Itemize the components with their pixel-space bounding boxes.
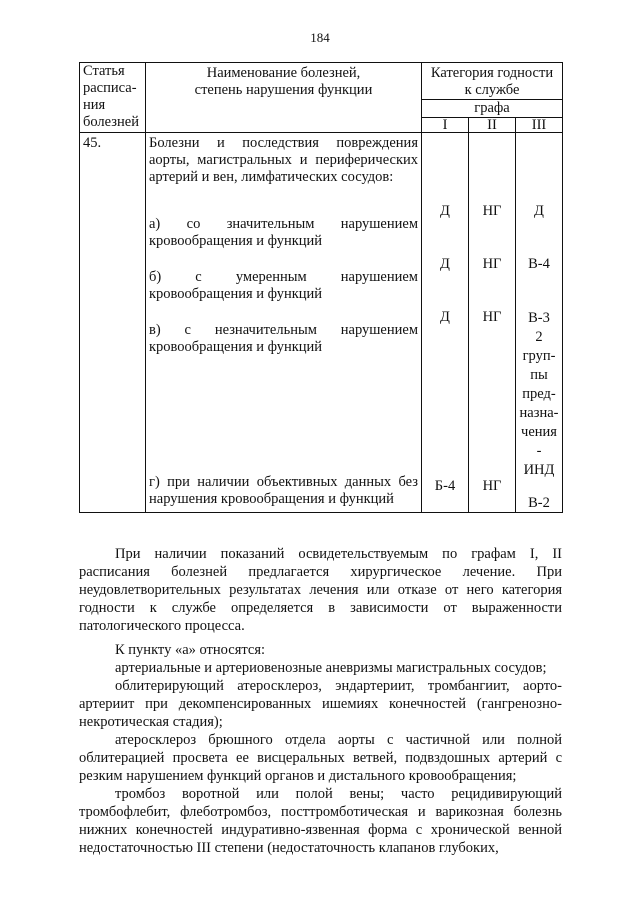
- item-v-col3: В-3 2 груп- пы пред- назна- чения - ИНД: [519, 310, 559, 478]
- column-2-values: [469, 133, 516, 513]
- header-disease-name: Наименование болезней, степень нарушения функции: [146, 63, 422, 133]
- item-v-text: в) с незначительным нарушением кровообращения и функций: [149, 322, 418, 355]
- paragraph-aneurysms: артериальные и артериовенозные аневризмы магистральных сосудов;: [115, 660, 547, 676]
- item-a-col3: Д: [534, 203, 544, 219]
- paragraph-aorta: атеросклероз брюшного отдела аорты с частичной или полной облитерацией просвета ее висцеральных ветвей, подвздошных артерий с резким нарушением функций органов и дистального кровообращения;: [79, 732, 562, 784]
- row-intro: Болезни и последствия повреждения аорты, магистральных и периферических артерий и вен, лимфатических сосудов:: [149, 135, 418, 185]
- column-3-values: [516, 133, 563, 513]
- item-b-text: б) с умеренным нарушением кровообращения и функций: [149, 269, 418, 302]
- header-article: Статья расписа- ния болезней: [80, 63, 146, 133]
- item-a-col2: НГ: [482, 203, 502, 219]
- item-b-col1: Д: [440, 256, 450, 272]
- disease-description: [146, 133, 422, 513]
- header-column-3: III: [516, 118, 563, 133]
- item-g-col3: В-2: [528, 495, 550, 511]
- header-category: Категория годности к службе: [422, 63, 563, 100]
- page-number: 184: [310, 30, 330, 45]
- paragraph-thrombosis: тромбоз воротной или полой вены; часто рецидивирующий тромбофлебит, флеботромбоз, посттромботическая и варикозная болезнь нижних конечностей индуративно-язвенная форма с хронической венной недостаточностью III степени (недостаточность клапанов глубоких,: [79, 786, 562, 856]
- column-1-values: [422, 133, 469, 513]
- header-column-2: II: [469, 118, 516, 133]
- item-g-col2: НГ: [482, 478, 502, 494]
- fitness-category-table: [79, 62, 563, 513]
- header-column-1: I: [422, 118, 469, 133]
- paragraph-atherosclerosis: облитерирующий атеросклероз, эндартериит, тромбангиит, аорто-артериит при декомпенсированных ишемиях конечностей (гангренозно-некротическая стадия);: [79, 678, 562, 730]
- item-g-text: г) при наличии объективных данных без нарушения кровообращения и функций: [149, 474, 418, 507]
- item-a-col1: Д: [440, 203, 450, 219]
- body-text: [79, 545, 562, 857]
- article-number: 45.: [80, 133, 146, 513]
- table-row: [80, 133, 563, 513]
- item-b-col3: В-4: [528, 256, 550, 272]
- item-v-col2: НГ: [482, 309, 502, 325]
- header-grafa: графа: [422, 100, 563, 118]
- item-v-col1: Д: [440, 309, 450, 325]
- item-g-col1: Б-4: [434, 478, 456, 494]
- paragraph-surgery: При наличии показаний освидетельствуемым по графам I, II расписания болезней предлагается хирургическое лечение. При неудовлетворительных результатах лечения или отказе от него категория годности к службе определяется в зависимости от выраженности патологического процесса.: [79, 546, 562, 634]
- paragraph-point-a: К пункту «а» относятся:: [115, 642, 266, 658]
- item-b-col2: НГ: [482, 256, 502, 272]
- item-a-text: а) со значительным нарушением кровообращения и функций: [149, 216, 418, 249]
